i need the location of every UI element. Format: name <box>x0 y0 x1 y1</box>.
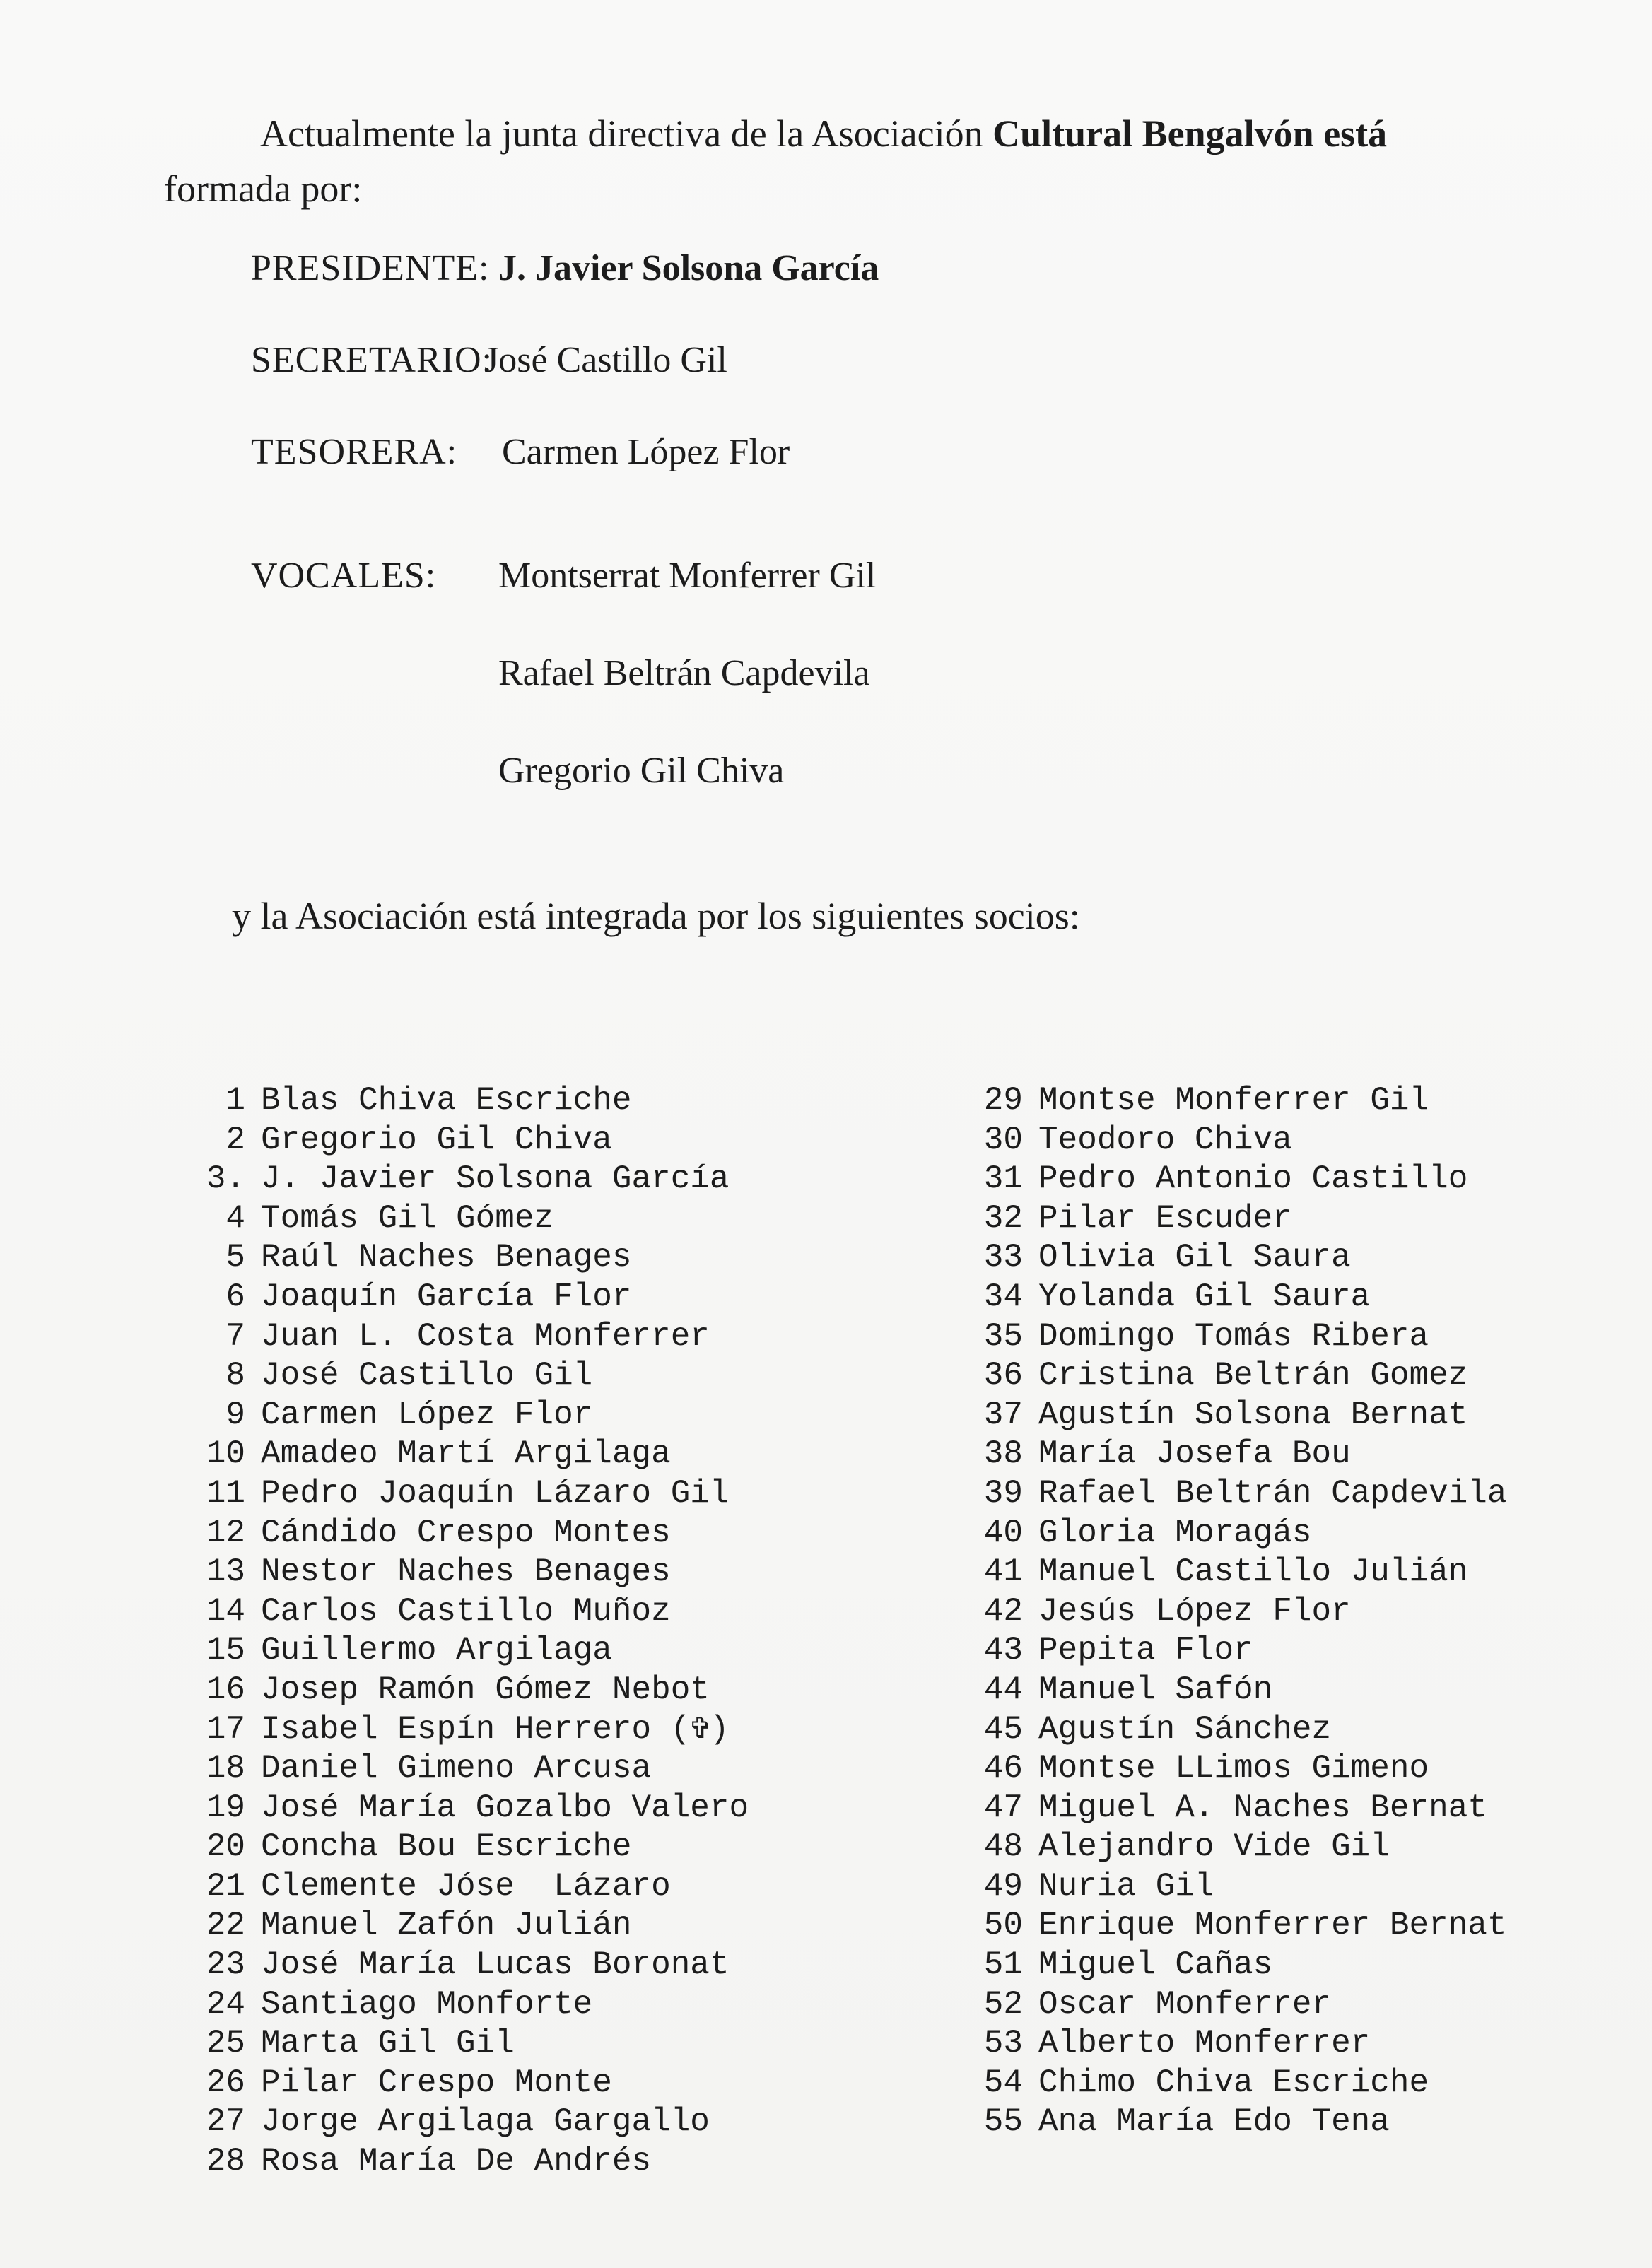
member-list-item <box>979 1396 1507 1435</box>
member-name: Rafael Beltrán Capdevila <box>1038 1474 1507 1512</box>
member-number: 7 <box>225 1317 245 1355</box>
board-of-directors <box>251 247 1453 842</box>
member-list-item <box>979 1710 1507 1750</box>
member-number: 8 <box>225 1357 245 1394</box>
member-number: 51 <box>983 1946 1023 1984</box>
board-row-president <box>251 247 1453 339</box>
member-number: 46 <box>983 1750 1023 1787</box>
member-number: 34 <box>983 1278 1023 1315</box>
member-name: Domingo Tomás Ribera <box>1038 1317 1429 1355</box>
member-number: 16 <box>206 1671 245 1708</box>
member-name: Miguel Cañas <box>1038 1946 1273 1984</box>
member-number: 2 <box>225 1121 245 1158</box>
intro-text-end: está <box>1313 112 1388 155</box>
member-name: Miguel A. Naches Bernat <box>1038 1789 1487 1826</box>
member-number: 28 <box>206 2143 245 2180</box>
member-name: Guillermo Argilaga <box>261 1632 612 1669</box>
member-list-item <box>979 1317 1507 1357</box>
member-name: Daniel Gimeno Arcusa <box>261 1750 652 1787</box>
member-list-item <box>201 1946 749 1985</box>
member-list-item <box>201 1553 749 1592</box>
member-name: Gregorio Gil Chiva <box>261 1121 612 1158</box>
member-name: Nestor Naches Benages <box>261 1553 671 1591</box>
member-name: Marta Gil Gil <box>261 2025 515 2062</box>
member-name: Tomás Gil Gómez <box>261 1199 554 1237</box>
member-name: Cándido Crespo Montes <box>261 1514 671 1551</box>
member-list-item <box>201 1828 749 1867</box>
member-number: 32 <box>983 1199 1023 1237</box>
member-name: Cristina Beltrán Gomez <box>1038 1357 1468 1394</box>
board-member-name: Montserrat Monferrer Gil <box>498 556 877 596</box>
member-name: J. Javier Solsona García <box>261 1161 730 1198</box>
member-name: Joaquín García Flor <box>261 1278 632 1315</box>
member-name: Manuel Castillo Julián <box>1038 1553 1468 1591</box>
member-name: Carlos Castillo Muñoz <box>261 1592 671 1630</box>
member-number: 31 <box>983 1161 1023 1198</box>
member-list-item <box>201 1749 749 1789</box>
intro-text: Actualmente la junta directiva de la Asociación <box>260 112 993 155</box>
member-number: 55 <box>983 2103 1023 2141</box>
member-list-item <box>979 1278 1507 1317</box>
board-row-vocales <box>251 555 1453 652</box>
member-number: 43 <box>983 1632 1023 1669</box>
member-list-item <box>201 1356 749 1396</box>
member-number: 10 <box>206 1435 245 1473</box>
member-number: 26 <box>206 2064 245 2101</box>
organization-name: Cultural Bengalvón <box>992 112 1314 155</box>
member-list-item <box>979 1160 1507 1199</box>
member-list-item <box>979 1867 1507 1907</box>
member-list-item <box>979 1749 1507 1789</box>
member-name: Josep Ramón Gómez Nebot <box>261 1671 710 1708</box>
member-name: Ana María Edo Tena <box>1038 2103 1390 2141</box>
member-number: 36 <box>983 1357 1023 1394</box>
member-list-item <box>201 1710 749 1750</box>
member-name: Gloria Moragás <box>1038 1514 1312 1551</box>
member-name: Clemente Jóse Lázaro <box>261 1867 671 1905</box>
member-number: 3. <box>206 1161 245 1198</box>
member-list-item <box>201 1121 749 1161</box>
member-list-item <box>201 1906 749 1946</box>
member-list-item <box>201 1238 749 1278</box>
member-name: Jorge Argilaga Gargallo <box>261 2103 710 2141</box>
member-list-item <box>201 1671 749 1710</box>
member-list-item <box>201 1631 749 1671</box>
member-name: Pilar Escuder <box>1038 1199 1292 1237</box>
member-number: 25 <box>206 2025 245 2062</box>
member-list-item <box>979 2064 1507 2103</box>
member-list-item <box>201 1081 749 1121</box>
member-list-item <box>979 1592 1507 1632</box>
member-list-item <box>979 2024 1507 2064</box>
member-name: Raúl Naches Benages <box>261 1239 632 1276</box>
member-name: María Josefa Bou <box>1038 1435 1351 1473</box>
member-name: Concha Bou Escriche <box>261 1828 632 1866</box>
member-name: Montse LLimos Gimeno <box>1038 1750 1429 1787</box>
member-list-item <box>201 1592 749 1632</box>
member-list-item <box>201 1985 749 2025</box>
member-number: 24 <box>206 1985 245 2023</box>
member-list-item <box>201 1199 749 1239</box>
member-list-item <box>201 2103 749 2142</box>
member-number: 40 <box>983 1514 1023 1551</box>
member-number: 20 <box>206 1828 245 1866</box>
board-row-secretary <box>251 339 1453 431</box>
member-name: Chimo Chiva Escriche <box>1038 2064 1429 2101</box>
member-list-item <box>979 1199 1507 1239</box>
member-list-item <box>979 1789 1507 1828</box>
member-number: 12 <box>206 1514 245 1551</box>
member-name: Manuel Safón <box>1038 1671 1273 1708</box>
member-name: Jesús López Flor <box>1038 1592 1351 1630</box>
board-row-vocal <box>251 750 1453 842</box>
member-name: Agustín Solsona Bernat <box>1038 1396 1468 1433</box>
member-number: 30 <box>983 1121 1023 1158</box>
member-list-item <box>201 1867 749 1907</box>
member-name: Blas Chiva Escriche <box>261 1082 632 1119</box>
member-number: 48 <box>983 1828 1023 1866</box>
member-list-item <box>979 1553 1507 1592</box>
member-number: 14 <box>206 1592 245 1630</box>
board-role: TESORERA: <box>251 432 458 472</box>
member-number: 39 <box>983 1474 1023 1512</box>
member-name: Enrique Monferrer Bernat <box>1038 1907 1507 1944</box>
member-number: 44 <box>983 1671 1023 1708</box>
member-name: Pepita Flor <box>1038 1632 1253 1669</box>
member-list-item <box>979 1946 1507 1985</box>
member-list-item <box>979 1514 1507 1553</box>
member-list-item <box>201 2142 749 2182</box>
member-number: 11 <box>206 1474 245 1512</box>
intro-line-2: formada por: <box>164 168 363 210</box>
member-list-item <box>979 1238 1507 1278</box>
board-member-name: J. Javier Solsona García <box>498 248 879 288</box>
member-number: 42 <box>983 1592 1023 1630</box>
member-name: Amadeo Martí Argilaga <box>261 1435 671 1473</box>
board-member-name: Gregorio Gil Chiva <box>498 751 785 791</box>
member-list-item <box>201 1317 749 1357</box>
member-number: 21 <box>206 1867 245 1905</box>
member-name: Rosa María De Andrés <box>261 2143 652 2180</box>
member-name: Nuria Gil <box>1038 1867 1214 1905</box>
member-number: 47 <box>983 1789 1023 1826</box>
member-number: 53 <box>983 2025 1023 2062</box>
member-list-item <box>201 1160 749 1199</box>
intro-paragraph <box>164 106 1578 216</box>
member-name: Teodoro Chiva <box>1038 1121 1292 1158</box>
member-name: Manuel Zafón Julián <box>261 1907 632 1944</box>
member-number: 50 <box>983 1907 1023 1944</box>
member-number: 19 <box>206 1789 245 1826</box>
member-name: Alejandro Vide Gil <box>1038 1828 1390 1866</box>
member-list-item <box>201 2024 749 2064</box>
member-name: Oscar Monferrer <box>1038 1985 1332 2023</box>
member-list-item <box>201 1514 749 1553</box>
member-name: Yolanda Gil Saura <box>1038 1278 1371 1315</box>
member-number: 15 <box>206 1632 245 1669</box>
member-number: 52 <box>983 1985 1023 2023</box>
member-name: Pilar Crespo Monte <box>261 2064 612 2101</box>
member-name: José María Lucas Boronat <box>261 1946 730 1984</box>
intro-line-1 <box>164 106 1578 161</box>
member-name: Alberto Monferrer <box>1038 2025 1371 2062</box>
members-list-column-2 <box>979 1081 1507 2142</box>
member-name: Olivia Gil Saura <box>1038 1239 1351 1276</box>
member-name: José Castillo Gil <box>261 1357 593 1394</box>
board-member-name: Rafael Beltrán Capdevila <box>498 653 870 693</box>
member-list-item <box>201 1789 749 1828</box>
member-number: 27 <box>206 2103 245 2141</box>
member-number: 29 <box>983 1082 1023 1119</box>
member-number: 18 <box>206 1750 245 1787</box>
board-role: VOCALES: <box>251 556 437 596</box>
member-name: Pedro Joaquín Lázaro Gil <box>261 1474 730 1512</box>
member-number: 17 <box>206 1710 245 1748</box>
member-list-item <box>201 2064 749 2103</box>
member-number: 5 <box>225 1239 245 1276</box>
member-number: 49 <box>983 1867 1023 1905</box>
member-name: Agustín Sánchez <box>1038 1710 1332 1748</box>
member-name: Juan L. Costa Monferrer <box>261 1317 710 1355</box>
member-name: Santiago Monforte <box>261 1985 593 2023</box>
member-list-item <box>979 1081 1507 1121</box>
member-number: 13 <box>206 1553 245 1591</box>
member-number: 35 <box>983 1317 1023 1355</box>
member-list-item <box>201 1474 749 1514</box>
board-member-name: Carmen López Flor <box>502 432 790 472</box>
member-list-item <box>979 1671 1507 1710</box>
member-number: 4 <box>225 1199 245 1237</box>
member-number: 38 <box>983 1435 1023 1473</box>
member-name: Pedro Antonio Castillo <box>1038 1161 1468 1198</box>
member-list-item <box>979 2103 1507 2142</box>
members-list-column-1 <box>201 1081 749 2182</box>
member-list-item <box>201 1435 749 1474</box>
member-list-item <box>201 1278 749 1317</box>
member-list-item <box>979 1356 1507 1396</box>
member-number: 54 <box>983 2064 1023 2101</box>
member-list-item <box>979 1121 1507 1161</box>
member-name: Carmen López Flor <box>261 1396 593 1433</box>
member-number: 45 <box>983 1710 1023 1748</box>
member-list-item <box>979 1435 1507 1474</box>
member-list-item <box>979 1631 1507 1671</box>
member-list-item <box>979 1985 1507 2025</box>
member-number: 33 <box>983 1239 1023 1276</box>
member-name: José María Gozalbo Valero <box>261 1789 749 1826</box>
member-number: 1 <box>225 1082 245 1119</box>
member-number: 6 <box>225 1278 245 1315</box>
member-name: Montse Monferrer Gil <box>1038 1082 1429 1119</box>
member-number: 9 <box>225 1396 245 1433</box>
member-name: Isabel Espín Herrero (✞) <box>261 1710 730 1748</box>
board-row-treasurer <box>251 431 1453 555</box>
members-intro: y la Asociación está integrada por los siguientes socios: <box>232 895 1080 937</box>
member-list-item <box>979 1906 1507 1946</box>
board-role: SECRETARIO: <box>251 340 493 380</box>
member-number: 37 <box>983 1396 1023 1433</box>
member-list-item <box>201 1396 749 1435</box>
board-row-vocal <box>251 652 1453 750</box>
board-member-name: José Castillo Gil <box>484 340 727 380</box>
board-role: PRESIDENTE: <box>251 248 490 288</box>
member-number: 22 <box>206 1907 245 1944</box>
member-number: 41 <box>983 1553 1023 1591</box>
member-number: 23 <box>206 1946 245 1984</box>
member-list-item <box>979 1828 1507 1867</box>
member-list-item <box>979 1474 1507 1514</box>
